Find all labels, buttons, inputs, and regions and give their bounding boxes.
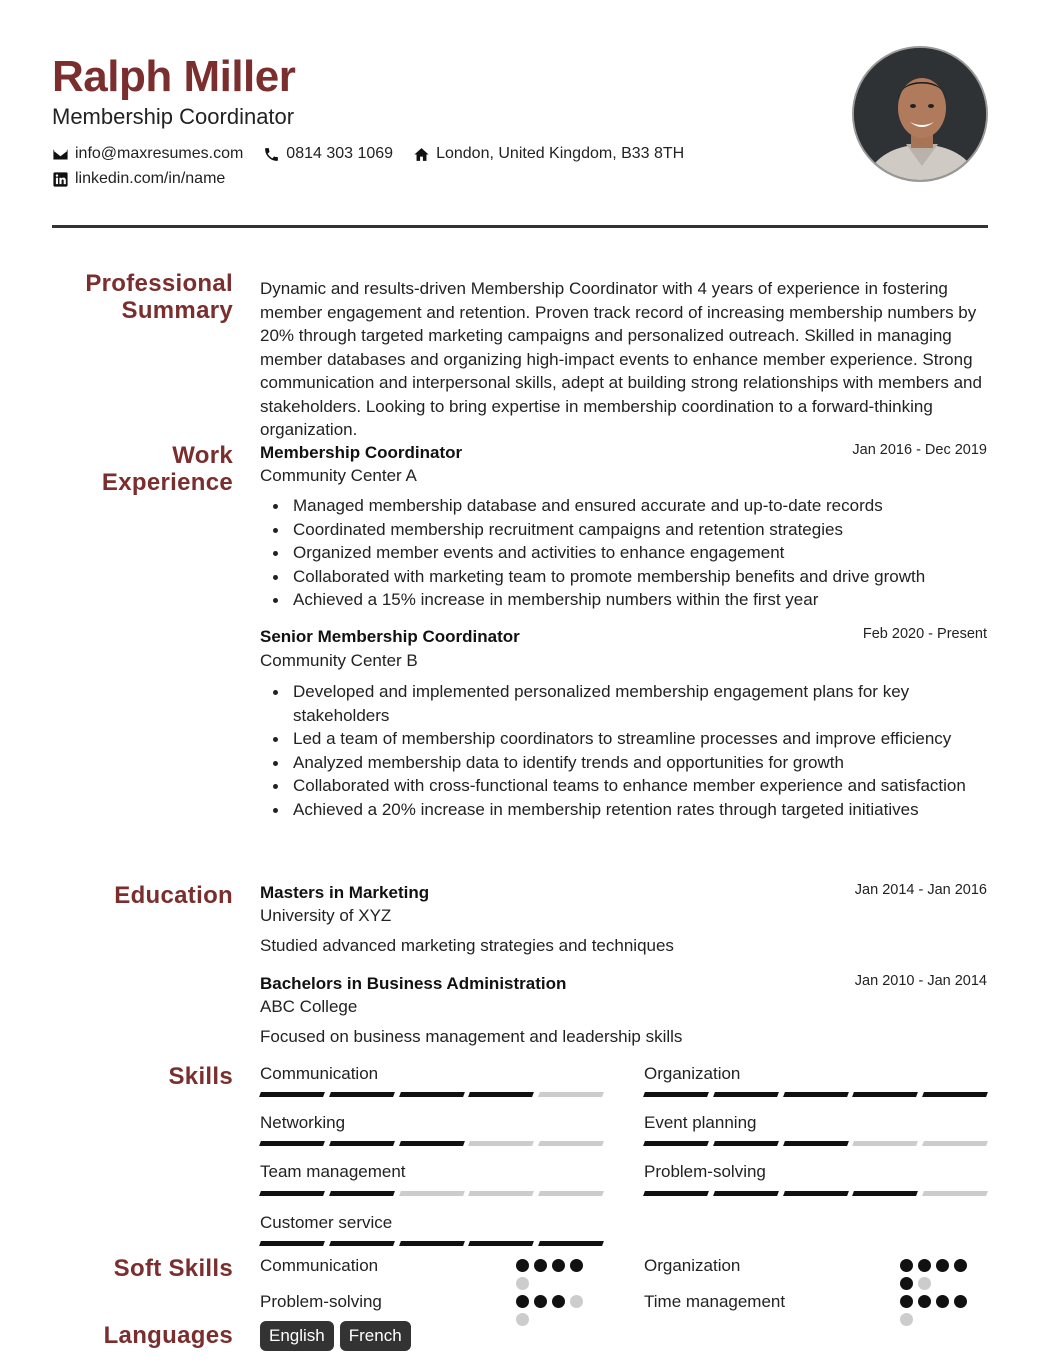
degree-school: ABC College (260, 997, 358, 1016)
skill-bar-segment (259, 1092, 325, 1097)
profile-photo (852, 46, 988, 182)
skill-bar-segment (538, 1141, 604, 1146)
skill-bar (644, 1191, 987, 1196)
job-bullets (260, 494, 980, 612)
skill-bar-segment (329, 1141, 395, 1146)
rating-dot (900, 1295, 913, 1308)
job-title: Senior Membership Coordinator (260, 627, 520, 646)
rating-dot (516, 1277, 529, 1290)
header-divider (52, 225, 988, 228)
job-date: Jan 2016 - Dec 2019 (852, 442, 987, 458)
skill-label: Customer service (260, 1213, 393, 1232)
rating-dot (936, 1295, 949, 1308)
section-title-skills: Skills (168, 1063, 233, 1090)
contact-linkedin[interactable] (52, 170, 225, 188)
skill-bar-segment (783, 1092, 849, 1097)
rating-dot (936, 1259, 949, 1272)
job-org: Community Center A (260, 466, 417, 485)
skill-bar-segment (643, 1191, 709, 1196)
list-item: Collaborated with cross-functional teams to enhance member experience and satisfaction (260, 774, 980, 798)
soft-skill-dots (900, 1259, 980, 1290)
soft-skill-label: Communication (260, 1256, 379, 1275)
linkedin-text: linkedin.com/in/name (75, 170, 226, 187)
list-item: Analyzed membership data to identify trends and opportunities for growth (260, 751, 980, 775)
candidate-title: Membership Coordinator (52, 104, 295, 129)
skill-bar-segment (852, 1141, 918, 1146)
skill-bar-segment (713, 1141, 779, 1146)
section-title-soft-skills: Soft Skills (113, 1255, 233, 1282)
skill-bar-segment (643, 1141, 709, 1146)
skill-label: Team management (260, 1162, 406, 1181)
home-icon (413, 146, 430, 163)
rating-dot (918, 1295, 931, 1308)
skill-label: Event planning (644, 1113, 757, 1132)
skill-bar-segment (713, 1092, 779, 1097)
degree-school: University of XYZ (260, 906, 392, 925)
degree-title: Bachelors in Business Administration (260, 974, 567, 993)
rating-dot (900, 1313, 913, 1326)
skill-bar-segment (468, 1241, 534, 1246)
rating-dot (954, 1259, 967, 1272)
skill-bar-segment (538, 1241, 604, 1246)
skill-bar-segment (852, 1092, 918, 1097)
skill-bar-segment (922, 1141, 988, 1146)
skill-bar (260, 1141, 603, 1146)
rating-dot (570, 1295, 583, 1308)
rating-dot (534, 1259, 547, 1272)
job-bullets (260, 680, 980, 821)
section-title-experience: Work Experience (101, 442, 233, 496)
list-item: Organized member events and activities to enhance engagement (260, 541, 980, 565)
soft-skill-dots (900, 1295, 980, 1326)
phone-text: 0814 303 1069 (286, 145, 394, 162)
skill-bar (260, 1241, 603, 1246)
skill-bar-segment (922, 1092, 988, 1097)
degree-desc: Focused on business management and leadership skills (260, 1027, 683, 1046)
job-date: Feb 2020 - Present (862, 626, 987, 642)
skill-bar-segment (399, 1092, 465, 1097)
skill-bar-segment (643, 1092, 709, 1097)
soft-skill-dots (516, 1295, 596, 1326)
skill-bar-segment (329, 1241, 395, 1246)
soft-skill-dots (516, 1259, 596, 1290)
list-item: Developed and implemented personalized membership engagement plans for key stakeholders (260, 680, 980, 727)
rating-dot (954, 1295, 967, 1308)
language-tags (260, 1321, 411, 1351)
rating-dot (552, 1259, 565, 1272)
language-tag-english: English (260, 1321, 334, 1351)
skill-bar-segment (399, 1191, 465, 1196)
skill-bar-segment (783, 1141, 849, 1146)
summary-text: Dynamic and results-driven Membership Coordinator with 4 years of experience in fostering member engagement and retention. Proven track record of increasing membership numbers by 20% through targeted marketing campaigns and personalized outreach. Skilled in managing member databases and organizing high-impact events to enhance member experience. Strong communication and interpersonal skills, adept at building strong relationships with members and stakeholders. Looking to bring expertise in membership coordination to a forward-thinking organization. (260, 279, 982, 439)
soft-skill-label: Organization (644, 1256, 741, 1275)
envelope-icon (52, 146, 69, 163)
skill-bar (644, 1141, 987, 1146)
contact-phone[interactable] (263, 145, 393, 163)
skill-bar-segment (329, 1191, 395, 1196)
list-item: Coordinated membership recruitment campaigns and retention strategies (260, 518, 980, 542)
phone-icon (263, 146, 280, 163)
email-text: info@maxresumes.com (75, 145, 244, 162)
skill-bar (260, 1092, 603, 1097)
skill-bar-segment (399, 1241, 465, 1246)
contact-row-2 (52, 170, 245, 188)
skill-bar-segment (468, 1191, 534, 1196)
candidate-name: Ralph Miller (52, 52, 296, 101)
soft-skill-label: Problem-solving (260, 1292, 382, 1311)
skill-bar-segment (783, 1191, 849, 1196)
list-item: Achieved a 20% increase in membership retention rates through targeted initiatives (260, 798, 980, 822)
section-title-summary: Professional Summary (85, 270, 233, 324)
skill-bar-segment (329, 1092, 395, 1097)
skill-bar (644, 1092, 987, 1097)
language-tag-french: French (340, 1321, 411, 1351)
skill-bar-segment (259, 1141, 325, 1146)
soft-skill-label: Time management (644, 1292, 786, 1311)
skill-label: Problem-solving (644, 1162, 766, 1181)
rating-dot (534, 1295, 547, 1308)
list-item: Managed membership database and ensured accurate and up-to-date records (260, 494, 980, 518)
list-item: Led a team of membership coordinators to streamline processes and improve efficiency (260, 727, 980, 751)
skill-bar-segment (468, 1092, 534, 1097)
skill-label: Communication (260, 1064, 379, 1083)
contact-email[interactable] (52, 145, 243, 163)
skill-label: Organization (644, 1064, 741, 1083)
address-text: London, United Kingdom, B33 8TH (436, 145, 685, 162)
skill-bar-segment (538, 1191, 604, 1196)
degree-date: Jan 2014 - Jan 2016 (854, 882, 987, 898)
list-item: Achieved a 15% increase in membership numbers within the first year (260, 588, 980, 612)
rating-dot (900, 1277, 913, 1290)
rating-dot (918, 1259, 931, 1272)
rating-dot (516, 1259, 529, 1272)
skill-bar-segment (852, 1191, 918, 1196)
degree-date: Jan 2010 - Jan 2014 (854, 973, 987, 989)
rating-dot (900, 1259, 913, 1272)
skill-bar (260, 1191, 603, 1196)
job-org: Community Center B (260, 651, 418, 670)
skill-label: Networking (260, 1113, 346, 1132)
skill-bar-segment (468, 1141, 534, 1146)
rating-dot (918, 1277, 931, 1290)
section-title-education: Education (114, 882, 233, 909)
skill-bar-segment (713, 1191, 779, 1196)
job-title: Membership Coordinator (260, 443, 463, 462)
contact-address (413, 145, 684, 163)
skill-bar-segment (538, 1092, 604, 1097)
skill-bar-segment (399, 1141, 465, 1146)
linkedin-icon (52, 171, 69, 188)
skill-bar-segment (922, 1191, 988, 1196)
list-item: Collaborated with marketing team to promote membership benefits and drive growth (260, 565, 980, 589)
degree-desc: Studied advanced marketing strategies and techniques (260, 936, 674, 955)
rating-dot (516, 1313, 529, 1326)
rating-dot (570, 1259, 583, 1272)
skill-bar-segment (259, 1191, 325, 1196)
section-title-languages: Languages (103, 1322, 233, 1349)
degree-title: Masters in Marketing (260, 883, 430, 902)
contact-row (52, 145, 704, 163)
rating-dot (552, 1295, 565, 1308)
skill-bar-segment (259, 1241, 325, 1246)
rating-dot (516, 1295, 529, 1308)
